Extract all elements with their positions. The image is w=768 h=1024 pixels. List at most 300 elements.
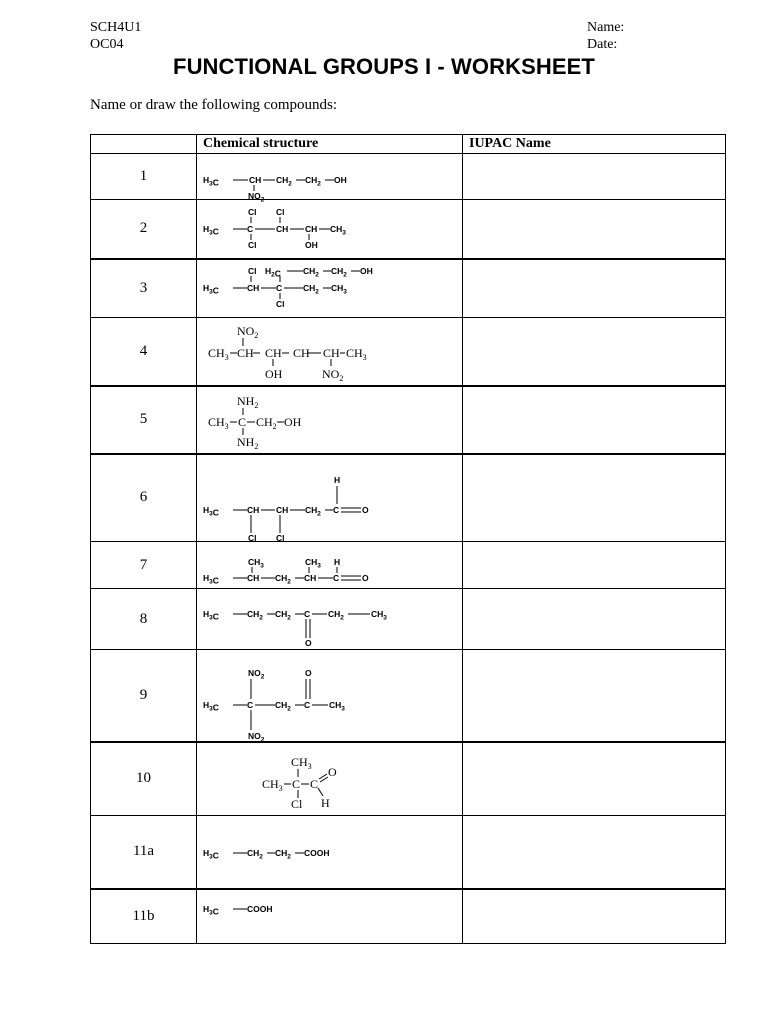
iupac-cell[interactable] bbox=[463, 154, 726, 200]
chem-label bbox=[334, 175, 347, 185]
chem-label bbox=[275, 573, 291, 586]
subscript: 2 bbox=[254, 400, 259, 410]
iupac-cell[interactable] bbox=[463, 386, 726, 454]
chem-label bbox=[305, 638, 312, 648]
chem-label bbox=[362, 505, 369, 515]
table-row bbox=[91, 154, 726, 200]
atom-symbol: CH bbox=[262, 776, 279, 791]
row-number: 6 bbox=[91, 454, 197, 542]
table-header-row bbox=[91, 135, 726, 154]
chem-group bbox=[247, 904, 273, 914]
atom-symbol: OH bbox=[334, 174, 347, 185]
chem-label bbox=[265, 346, 282, 360]
atom-symbol: NO bbox=[248, 190, 261, 201]
atom-symbol: C bbox=[333, 573, 340, 583]
chem-group bbox=[276, 207, 285, 217]
chem-label bbox=[305, 557, 321, 570]
chem-group bbox=[331, 266, 347, 279]
atom-symbol: CH bbox=[265, 346, 282, 361]
chem-group bbox=[360, 266, 373, 276]
chem-group bbox=[334, 175, 347, 185]
chem-group bbox=[237, 435, 258, 451]
subscript: 3 bbox=[224, 421, 229, 431]
chem-group bbox=[238, 415, 246, 429]
atom-symbol: CH bbox=[328, 609, 341, 619]
subscript: 3 bbox=[343, 288, 347, 296]
chem-label bbox=[291, 755, 312, 771]
chem-label bbox=[203, 573, 219, 586]
chem-label bbox=[291, 797, 303, 811]
atom-symbol: CH bbox=[208, 346, 225, 361]
chem-group bbox=[276, 505, 288, 515]
worksheet-title: FUNCTIONAL GROUPS I - WORKSHEET bbox=[173, 54, 595, 79]
chem-group bbox=[305, 505, 321, 518]
atom-symbol: NO bbox=[248, 731, 261, 742]
subscript: 2 bbox=[315, 288, 319, 296]
chem-label bbox=[303, 266, 319, 279]
atom-symbol: C bbox=[247, 223, 254, 234]
chem-label bbox=[237, 435, 258, 451]
chem-label bbox=[203, 904, 219, 917]
subscript: 2 bbox=[259, 614, 263, 622]
row-number: 11b bbox=[91, 889, 197, 944]
atom-symbol: OH bbox=[284, 414, 302, 429]
chem-label bbox=[276, 224, 288, 234]
chem-label bbox=[247, 904, 273, 914]
atom-symbol: CH bbox=[303, 283, 316, 294]
chem-label bbox=[276, 175, 292, 188]
subscript: 3 bbox=[209, 510, 213, 518]
subscript: 2 bbox=[288, 180, 292, 187]
atom-symbol: Cl bbox=[248, 532, 257, 543]
subscript: 2 bbox=[340, 614, 344, 622]
atom-symbol: H bbox=[203, 700, 210, 711]
chem-label bbox=[203, 175, 219, 188]
chem-label bbox=[265, 367, 283, 381]
chem-group bbox=[291, 755, 312, 771]
chem-label bbox=[371, 609, 387, 622]
chem-group bbox=[203, 283, 219, 296]
subscript: 3 bbox=[209, 853, 213, 861]
table-row bbox=[91, 454, 726, 542]
table-row bbox=[91, 650, 726, 742]
chem-group bbox=[203, 848, 219, 861]
chem-group bbox=[247, 505, 259, 515]
subscript: 3 bbox=[209, 909, 213, 917]
atom-symbol: NO bbox=[237, 324, 255, 339]
atom-symbol: H bbox=[203, 573, 210, 583]
structure-cell bbox=[197, 454, 463, 542]
chem-label bbox=[247, 848, 263, 861]
subscript: 2 bbox=[260, 736, 265, 744]
row-number: 7 bbox=[91, 542, 197, 589]
atom-symbol: C bbox=[333, 504, 340, 515]
chem-label bbox=[362, 573, 369, 583]
row-number: 3 bbox=[91, 259, 197, 318]
atom-symbol: NH bbox=[237, 393, 255, 408]
iupac-cell[interactable] bbox=[463, 816, 726, 889]
chem-label bbox=[304, 609, 310, 619]
atom-symbol: O bbox=[362, 504, 369, 515]
chem-label bbox=[334, 557, 340, 567]
iupac-cell[interactable] bbox=[463, 742, 726, 816]
structure-cell bbox=[197, 386, 463, 454]
chem-label bbox=[248, 557, 264, 570]
atom-symbol: C bbox=[212, 850, 219, 861]
structure-cell bbox=[197, 742, 463, 816]
chem-label bbox=[284, 415, 302, 429]
structure-1 bbox=[203, 156, 403, 203]
atom-symbol: CH bbox=[293, 346, 310, 361]
chem-group bbox=[237, 394, 258, 410]
subscript: 3 bbox=[317, 562, 321, 570]
subscript: 2 bbox=[272, 421, 277, 431]
subscript: 2 bbox=[260, 673, 265, 681]
date-label: Date: bbox=[587, 37, 618, 52]
subscript: 2 bbox=[287, 614, 291, 622]
atom-symbol: CH bbox=[247, 847, 260, 858]
atom-symbol: H bbox=[203, 609, 210, 619]
subscript: 2 bbox=[254, 441, 259, 451]
table-row bbox=[91, 318, 726, 386]
chem-label bbox=[203, 700, 219, 713]
chem-group bbox=[303, 266, 319, 279]
atom-symbol: CH bbox=[331, 283, 344, 294]
table-row bbox=[91, 742, 726, 816]
structure-cell bbox=[197, 154, 463, 203]
chem-group bbox=[237, 346, 254, 360]
atom-symbol: H bbox=[203, 904, 210, 915]
chem-label bbox=[304, 848, 330, 858]
instructions: Name or draw the following compounds: bbox=[90, 97, 338, 113]
chem-label bbox=[360, 266, 373, 276]
chem-label bbox=[304, 573, 316, 583]
atom-symbol: C bbox=[310, 776, 319, 791]
chem-label bbox=[292, 777, 300, 791]
chem-group bbox=[329, 700, 345, 713]
col-header-iupac: IUPAC Name bbox=[463, 135, 726, 154]
chem-group bbox=[247, 283, 259, 293]
atom-symbol: CH bbox=[276, 504, 289, 515]
atom-symbol: CH bbox=[305, 557, 318, 567]
chem-label bbox=[330, 224, 346, 237]
iupac-cell[interactable] bbox=[463, 259, 726, 318]
atom-symbol: CH bbox=[247, 283, 260, 294]
chem-group bbox=[265, 367, 283, 381]
subscript: 3 bbox=[342, 229, 346, 237]
atom-symbol: COOH bbox=[304, 847, 330, 858]
subscript: 2 bbox=[260, 196, 265, 203]
chem-label bbox=[329, 700, 345, 713]
subscript: 2 bbox=[287, 705, 291, 713]
row-number: 8 bbox=[91, 589, 197, 650]
structure-cell bbox=[197, 542, 463, 589]
chem-label bbox=[305, 175, 321, 188]
subscript: 3 bbox=[209, 578, 213, 586]
chem-label bbox=[322, 367, 343, 383]
chem-group bbox=[247, 848, 263, 861]
chem-label bbox=[247, 573, 259, 583]
atom-symbol: C bbox=[212, 226, 219, 237]
chem-group bbox=[276, 283, 282, 293]
subscript: 2 bbox=[287, 578, 291, 586]
col-header-structure: Chemical structure bbox=[197, 135, 463, 154]
chem-label bbox=[203, 283, 219, 296]
chem-label bbox=[305, 668, 312, 678]
structure-6 bbox=[203, 456, 403, 543]
iupac-cell[interactable] bbox=[463, 318, 726, 386]
atom-symbol: O bbox=[305, 638, 312, 648]
chem-label bbox=[331, 266, 347, 279]
chem-group bbox=[304, 573, 316, 583]
chem-group bbox=[275, 573, 291, 586]
structure-9 bbox=[203, 651, 403, 744]
chem-group bbox=[331, 283, 347, 296]
subscript: 3 bbox=[209, 705, 213, 713]
atom-symbol: CH bbox=[237, 346, 254, 361]
atom-symbol: Cl bbox=[276, 532, 285, 543]
chem-group bbox=[248, 533, 257, 543]
unit-code: OC04 bbox=[90, 37, 124, 52]
chem-group bbox=[305, 638, 312, 648]
chem-group bbox=[305, 224, 317, 234]
chem-label bbox=[203, 505, 219, 518]
atom-symbol: CH bbox=[276, 174, 289, 185]
chem-group bbox=[276, 299, 285, 309]
atom-symbol: CH bbox=[371, 609, 384, 619]
subscript: 3 bbox=[362, 353, 367, 363]
atom-symbol: C bbox=[304, 700, 311, 711]
atom-symbol: OH bbox=[360, 266, 373, 277]
table-row bbox=[91, 386, 726, 454]
structure-cell bbox=[197, 650, 463, 742]
chem-group bbox=[305, 668, 312, 678]
atom-symbol: CH bbox=[323, 346, 340, 361]
structure-2 bbox=[203, 201, 403, 257]
chem-group bbox=[305, 557, 321, 570]
chem-group bbox=[305, 240, 318, 250]
chem-label bbox=[331, 283, 347, 296]
chem-group bbox=[248, 207, 257, 217]
atom-symbol: Cl bbox=[291, 796, 303, 811]
table-row bbox=[91, 542, 726, 589]
chem-label bbox=[265, 266, 281, 279]
table-row bbox=[91, 259, 726, 318]
chem-label bbox=[276, 505, 288, 515]
chem-label bbox=[248, 266, 257, 276]
subscript: 2 bbox=[343, 271, 347, 279]
chem-label bbox=[247, 505, 259, 515]
chem-group bbox=[328, 609, 344, 622]
atom-symbol: CH bbox=[248, 557, 261, 567]
chem-group bbox=[275, 609, 291, 622]
atom-symbol: CH bbox=[249, 174, 262, 185]
subscript: 3 bbox=[209, 180, 213, 187]
chem-label bbox=[305, 505, 321, 518]
chem-label bbox=[276, 207, 285, 217]
atom-symbol: H bbox=[334, 474, 341, 485]
subscript: 2 bbox=[271, 271, 275, 279]
chem-group bbox=[248, 668, 265, 681]
atom-symbol: H bbox=[321, 795, 330, 810]
atom-symbol: C bbox=[212, 611, 219, 622]
row-number: 1 bbox=[91, 154, 197, 200]
structure-cell bbox=[197, 318, 463, 386]
atom-symbol: CH bbox=[291, 754, 308, 769]
chem-group bbox=[276, 533, 285, 543]
atom-symbol: C bbox=[238, 414, 247, 429]
atom-symbol: H bbox=[203, 283, 210, 294]
atom-symbol: C bbox=[276, 283, 283, 294]
chem-label bbox=[275, 700, 291, 713]
iupac-cell[interactable] bbox=[463, 650, 726, 742]
subscript: 3 bbox=[209, 614, 213, 622]
atom-symbol: Cl bbox=[248, 266, 257, 277]
atom-symbol: NO bbox=[248, 668, 261, 679]
chem-group bbox=[304, 700, 310, 710]
atom-symbol: H bbox=[203, 847, 210, 858]
chem-group bbox=[249, 175, 261, 185]
iupac-cell[interactable] bbox=[463, 589, 726, 650]
chem-label bbox=[208, 415, 229, 431]
atom-symbol: H bbox=[203, 174, 210, 185]
atom-symbol: Cl bbox=[276, 299, 285, 310]
chem-label bbox=[303, 283, 319, 296]
subscript: 3 bbox=[209, 229, 213, 237]
chem-group bbox=[248, 240, 257, 250]
chem-label bbox=[208, 346, 229, 362]
chem-label bbox=[323, 346, 340, 360]
row-number: 11a bbox=[91, 816, 197, 889]
atom-symbol: CH bbox=[305, 174, 318, 185]
chem-label bbox=[333, 505, 339, 515]
chem-group bbox=[328, 765, 337, 779]
subscript: 2 bbox=[339, 374, 344, 384]
chem-label bbox=[247, 283, 259, 293]
structure-8 bbox=[203, 590, 403, 648]
atom-symbol: CH bbox=[275, 847, 288, 858]
structure-11b bbox=[203, 896, 403, 936]
col-header-number bbox=[91, 135, 197, 154]
chem-group bbox=[310, 777, 318, 791]
row-number: 2 bbox=[91, 200, 197, 259]
atom-symbol: C bbox=[212, 285, 219, 296]
atom-symbol: CH bbox=[346, 346, 363, 361]
atom-symbol: CH bbox=[275, 609, 288, 619]
header-right bbox=[587, 19, 624, 53]
chem-group bbox=[237, 324, 258, 340]
row-number: 9 bbox=[91, 650, 197, 742]
chem-group bbox=[323, 346, 340, 360]
atom-symbol: CH bbox=[275, 700, 288, 711]
chem-group bbox=[275, 848, 291, 861]
chem-group bbox=[247, 573, 259, 583]
structure-cell bbox=[197, 889, 463, 944]
atom-symbol: CH bbox=[275, 573, 288, 583]
iupac-cell[interactable] bbox=[463, 889, 726, 944]
chem-label bbox=[203, 609, 219, 622]
chem-group bbox=[333, 573, 339, 583]
atom-symbol: O bbox=[362, 573, 369, 583]
chem-label bbox=[346, 346, 367, 362]
chem-group bbox=[203, 573, 219, 586]
chem-group bbox=[362, 573, 369, 583]
chem-group bbox=[291, 797, 303, 811]
subscript: 3 bbox=[224, 353, 229, 363]
chem-label bbox=[249, 175, 261, 185]
chem-label bbox=[248, 207, 257, 217]
atom-symbol: C bbox=[292, 776, 301, 791]
subscript: 3 bbox=[260, 562, 264, 570]
chem-group bbox=[203, 904, 219, 917]
structure-cell bbox=[197, 589, 463, 650]
iupac-cell[interactable] bbox=[463, 454, 726, 542]
chem-label bbox=[262, 777, 283, 793]
chem-group bbox=[265, 266, 281, 279]
chem-label bbox=[276, 299, 285, 309]
chem-group bbox=[248, 557, 264, 570]
subscript: 2 bbox=[317, 180, 321, 187]
row-number: 4 bbox=[91, 318, 197, 386]
chem-label bbox=[237, 394, 258, 410]
atom-symbol: OH bbox=[305, 239, 318, 250]
chem-group bbox=[292, 777, 300, 791]
subscript: 2 bbox=[315, 271, 319, 279]
row-number: 10 bbox=[91, 742, 197, 816]
atom-symbol: C bbox=[247, 700, 254, 711]
chem-group bbox=[208, 346, 229, 362]
chem-group bbox=[371, 609, 387, 622]
header-left bbox=[90, 19, 141, 53]
atom-symbol: OH bbox=[265, 367, 283, 382]
subscript: 2 bbox=[254, 331, 259, 341]
chem-label bbox=[305, 224, 317, 234]
atom-symbol: H bbox=[203, 223, 210, 234]
chem-label bbox=[305, 240, 318, 250]
atom-symbol: Cl bbox=[276, 206, 285, 217]
chem-label bbox=[247, 700, 253, 710]
chem-group bbox=[330, 224, 346, 237]
structure-cell bbox=[197, 259, 463, 318]
atom-symbol: O bbox=[328, 764, 337, 779]
chem-group bbox=[203, 175, 219, 188]
atom-symbol: COOH bbox=[247, 904, 273, 915]
chem-group bbox=[303, 283, 319, 296]
atom-symbol: Cl bbox=[248, 239, 257, 250]
chem-group bbox=[265, 346, 282, 360]
subscript: 2 bbox=[259, 853, 263, 861]
iupac-cell[interactable] bbox=[463, 542, 726, 589]
atom-symbol: CH bbox=[329, 700, 342, 711]
chem-label bbox=[237, 346, 254, 360]
subscript: 3 bbox=[307, 761, 312, 771]
chem-label bbox=[248, 533, 257, 543]
atom-symbol: CH bbox=[247, 573, 260, 583]
table-row bbox=[91, 589, 726, 650]
chem-group bbox=[304, 609, 310, 619]
atom-symbol: CH bbox=[331, 266, 344, 277]
chem-label bbox=[333, 573, 339, 583]
atom-symbol: C bbox=[212, 507, 219, 518]
chem-label bbox=[321, 796, 330, 810]
table-row bbox=[91, 200, 726, 259]
subscript: 2 bbox=[287, 853, 291, 861]
chem-label bbox=[276, 533, 285, 543]
atom-symbol: CH bbox=[304, 573, 317, 583]
chem-group bbox=[284, 415, 302, 429]
iupac-cell[interactable] bbox=[463, 200, 726, 259]
chem-label bbox=[247, 609, 263, 622]
